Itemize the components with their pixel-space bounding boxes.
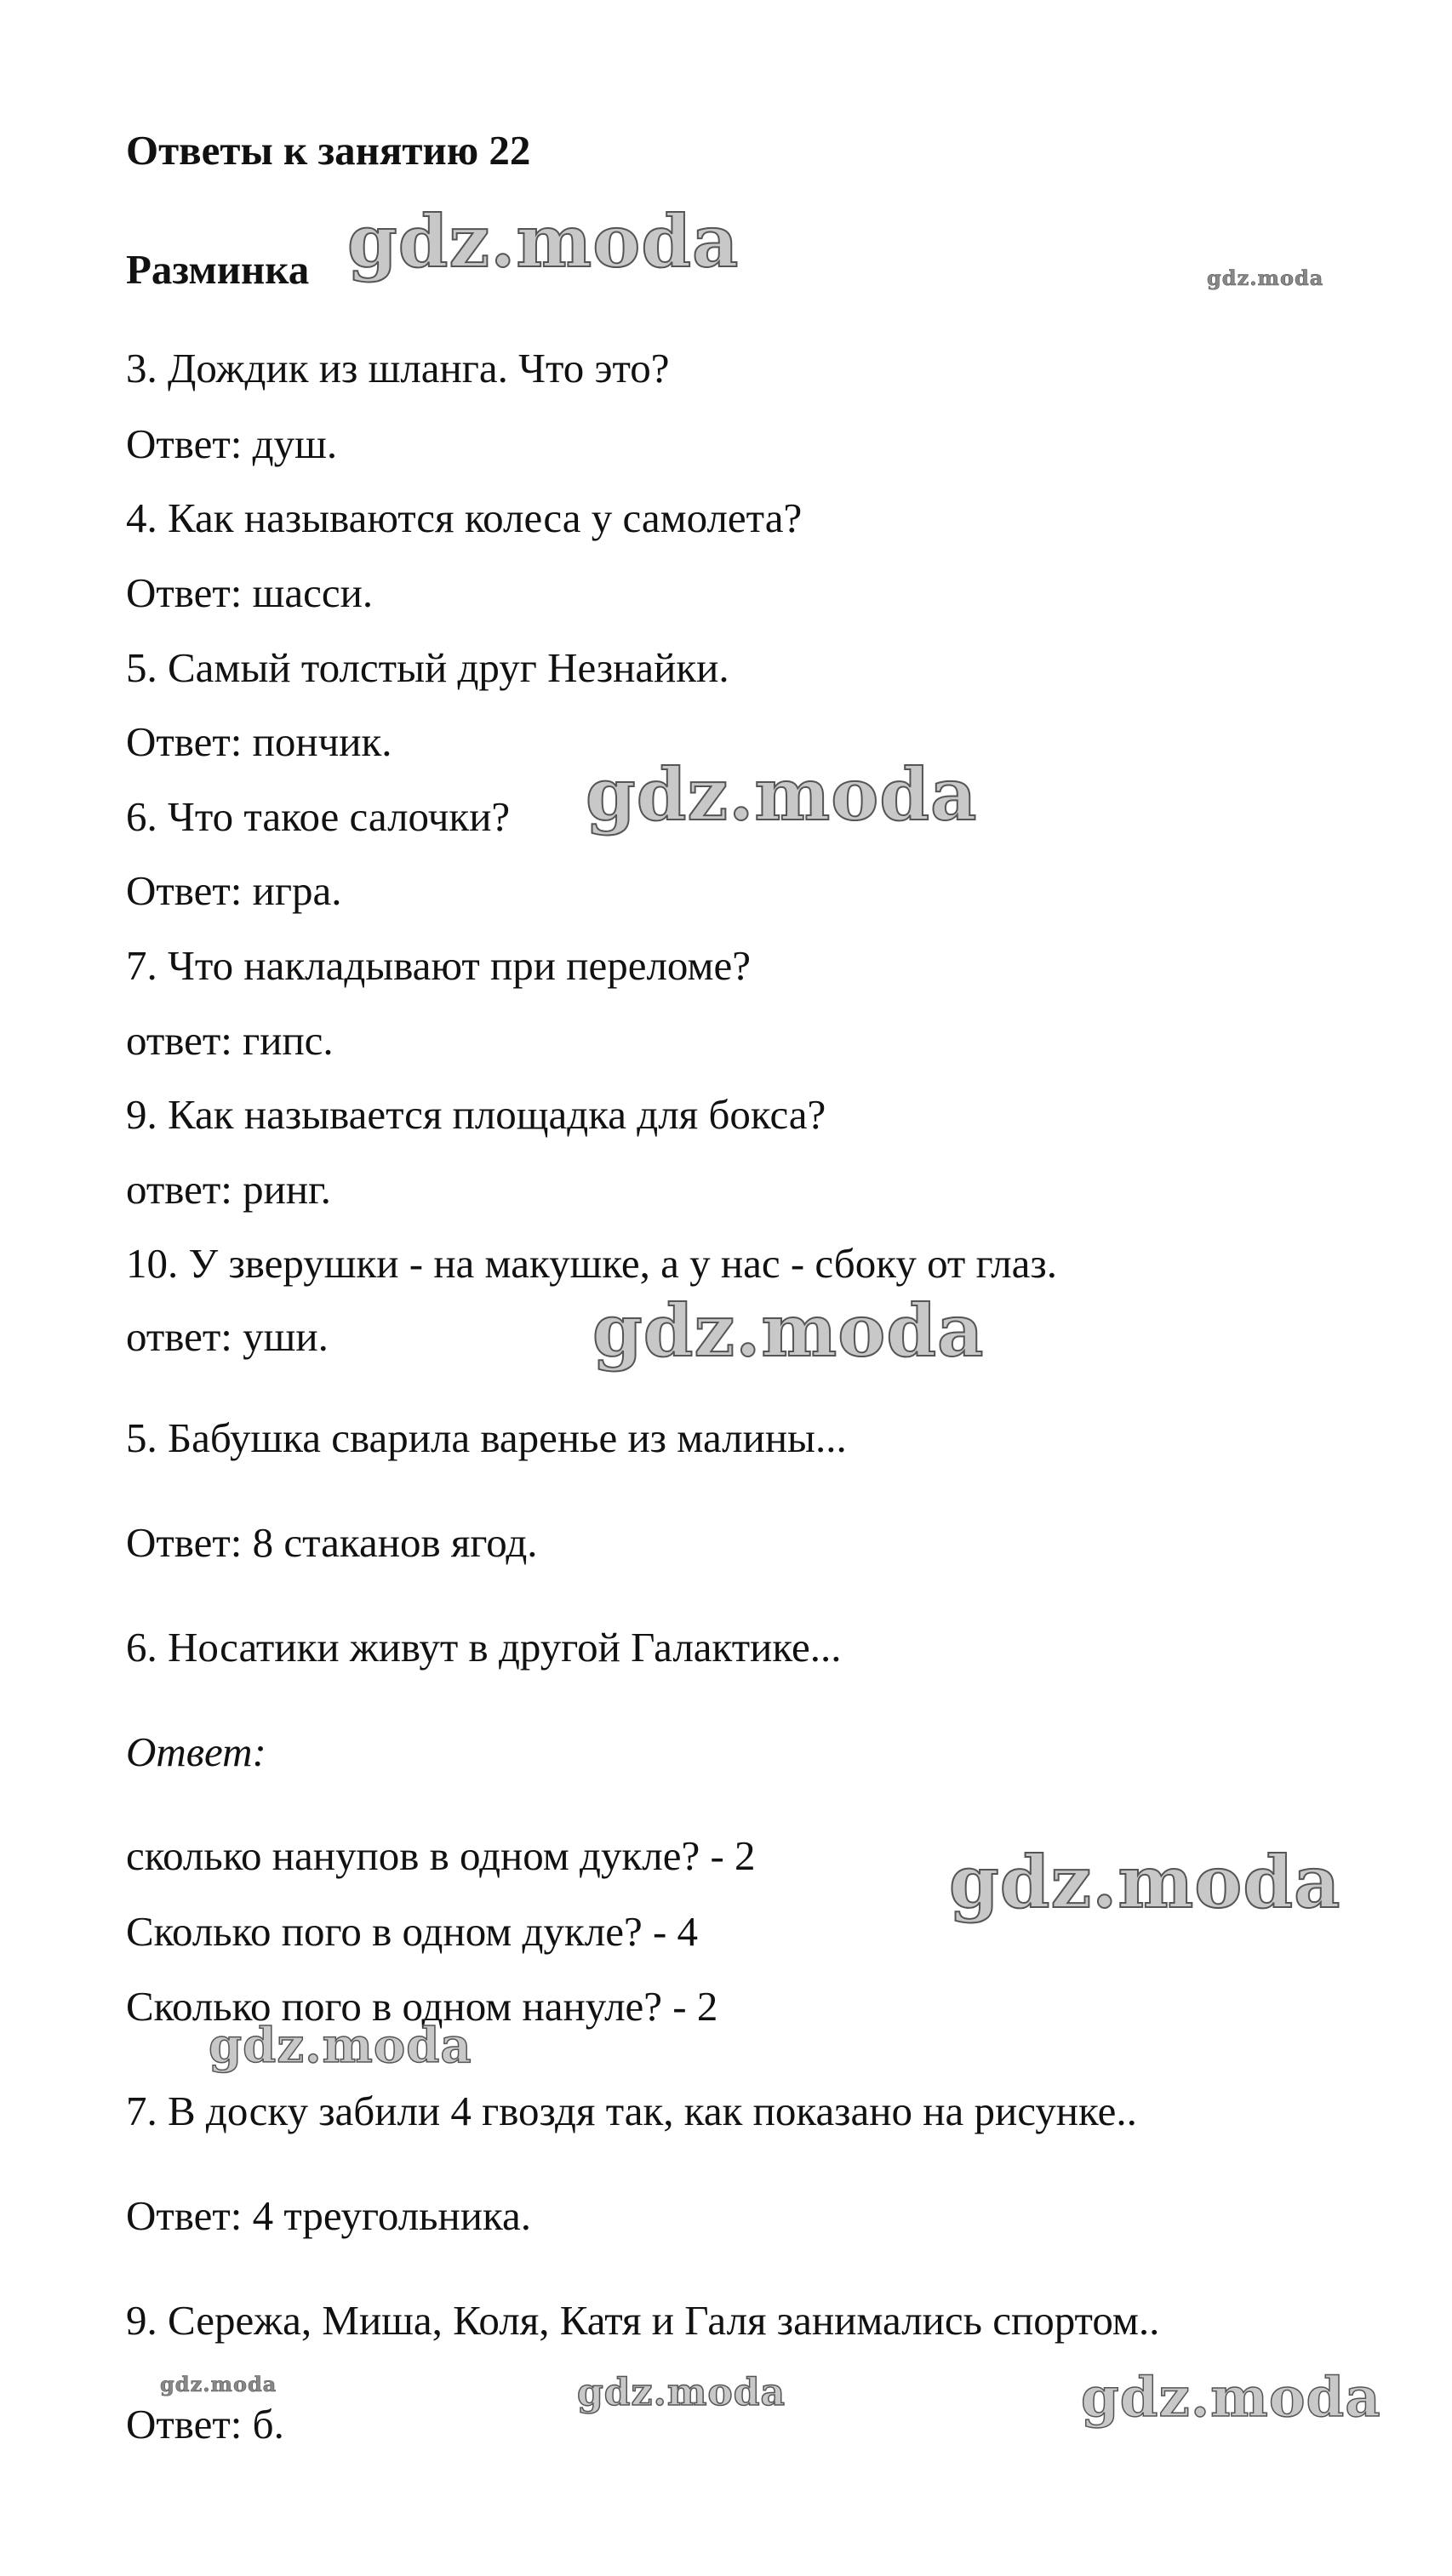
answer-line: сколько нанупов в одном дукле? - 2 [126,1832,756,1879]
answer-line: Ответ: 4 треугольника. [126,2192,532,2239]
question-line: 5. Бабушка сварила варенье из малины... [126,1414,847,1461]
watermark: gdz.moda [592,1288,985,1373]
answer-line: ответ: уши. [126,1313,329,1360]
answer-line: Сколько пого в одном нануле? - 2 [126,1983,718,2030]
question-line: 10. У зверушки - на макушке, а у нас - сбоку от глаз. [126,1240,1058,1287]
watermark: gdz.moda [209,2018,472,2074]
answer-line: ответ: ринг. [126,1166,331,1213]
watermark: gdz.moda [1207,266,1324,290]
watermark: gdz.moda [577,2371,786,2414]
question-line: 7. В доску забили 4 гвоздя так, как показано на рисунке.. [126,2088,1137,2134]
answer-line: Ответ: б. [126,2401,284,2447]
question-line: 9. Как называется площадка для бокса? [126,1091,826,1138]
watermark: gdz.moda [160,2372,277,2396]
question-line: 7. Что накладывают при переломе? [126,942,751,989]
watermark: gdz.moda [347,199,740,283]
watermark: gdz.moda [949,1840,1341,1924]
answer-label: Ответ: [126,1728,266,1775]
question-line: 6. Носатики живут в другой Галактике... [126,1624,842,1671]
watermark: gdz.moda [586,752,978,837]
section-title: Разминка [126,246,310,293]
answer-line: Ответ: душ. [126,420,338,467]
question-line: 3. Дождик из шланга. Что это? [126,345,670,391]
question-line: 4. Как называются колеса у самолета? [126,494,803,541]
answer-line: Ответ: 8 стаканов ягод. [126,1519,538,1566]
watermark: gdz.moda [1081,2366,1381,2430]
question-line: 6. Что такое салочки? [126,793,511,840]
question-line: 9. Сережа, Миша, Коля, Катя и Галя занимались спортом.. [126,2297,1160,2344]
answer-line: ответ: гипс. [126,1017,334,1064]
question-line: 5. Самый толстый друг Незнайки. [126,644,729,691]
answer-line: Ответ: игра. [126,867,342,914]
answer-line: Сколько пого в одном дукле? - 4 [126,1908,699,1955]
answer-line: Ответ: шасси. [126,569,374,616]
answer-line: Ответ: пончик. [126,718,392,765]
page-title: Ответы к занятию 22 [126,127,531,174]
